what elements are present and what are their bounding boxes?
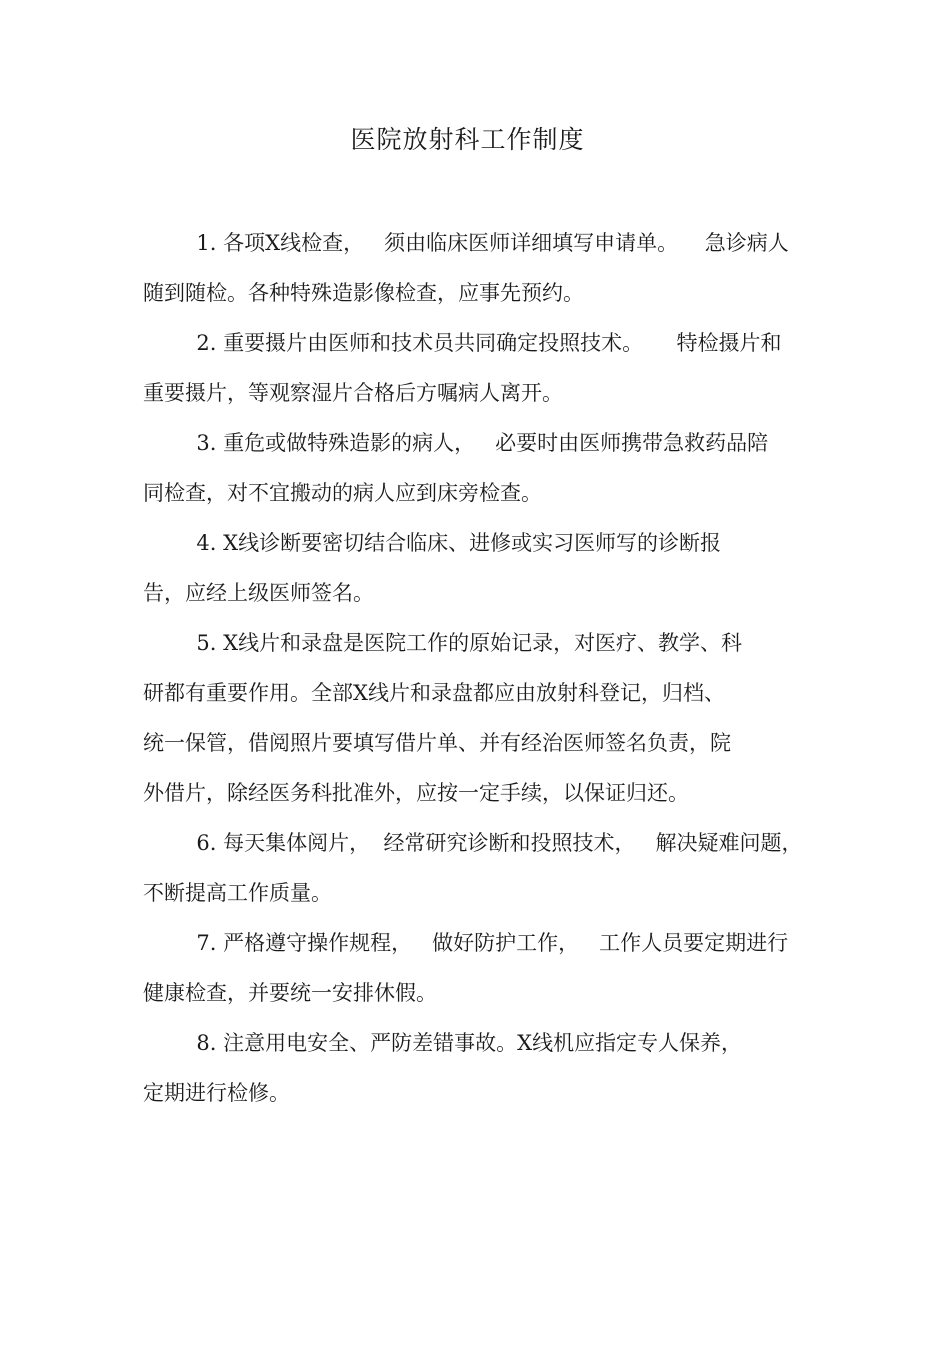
text-line: 5. X线片和录盘是医院工作的原始记录，对医疗、教学、科	[143, 631, 743, 655]
text-line: 健康检查，并要统一安排休假。	[143, 981, 437, 1005]
text-line: 1. 各项X线检查， 须由临床医师详细填写申请单。 急诊病人	[143, 231, 789, 255]
text-line: 6. 每天集体阅片， 经常研究诊断和投照技术， 解决疑难问题，	[143, 831, 803, 855]
document-title: 医院放射科工作制度	[350, 125, 585, 154]
text-line: 8. 注意用电安全、严防差错事故。X线机应指定专人保养，	[143, 1031, 743, 1055]
text-line: 定期进行检修。	[143, 1081, 290, 1105]
text-line: 不断提高工作质量。	[143, 881, 332, 905]
text-line: 2. 重要摄片由医师和技术员共同确定投照技术。 特检摄片和	[143, 331, 782, 355]
text-line: 随到随检。各种特殊造影像检查，应事先预约。	[143, 281, 584, 305]
text-line: 外借片，除经医务科批准外，应按一定手续，以保证归还。	[143, 781, 689, 805]
text-line: 3. 重危或做特殊造影的病人， 必要时由医师携带急救药品陪	[143, 431, 769, 455]
text-line: 统一保管，借阅照片要填写借片单、并有经治医师签名负责，院	[143, 731, 731, 755]
text-line: 同检查，对不宜搬动的病人应到床旁检查。	[143, 481, 542, 505]
text-line: 4. X线诊断要密切结合临床、进修或实习医师写的诊断报	[143, 531, 722, 555]
text-line: 7. 严格遵守操作规程， 做好防护工作， 工作人员要定期进行	[143, 931, 789, 955]
text-line: 重要摄片，等观察湿片合格后方嘱病人离开。	[143, 381, 563, 405]
text-line: 告，应经上级医师签名。	[143, 581, 374, 605]
text-line: 研都有重要作用。全部X线片和录盘都应由放射科登记，归档、	[143, 681, 725, 705]
